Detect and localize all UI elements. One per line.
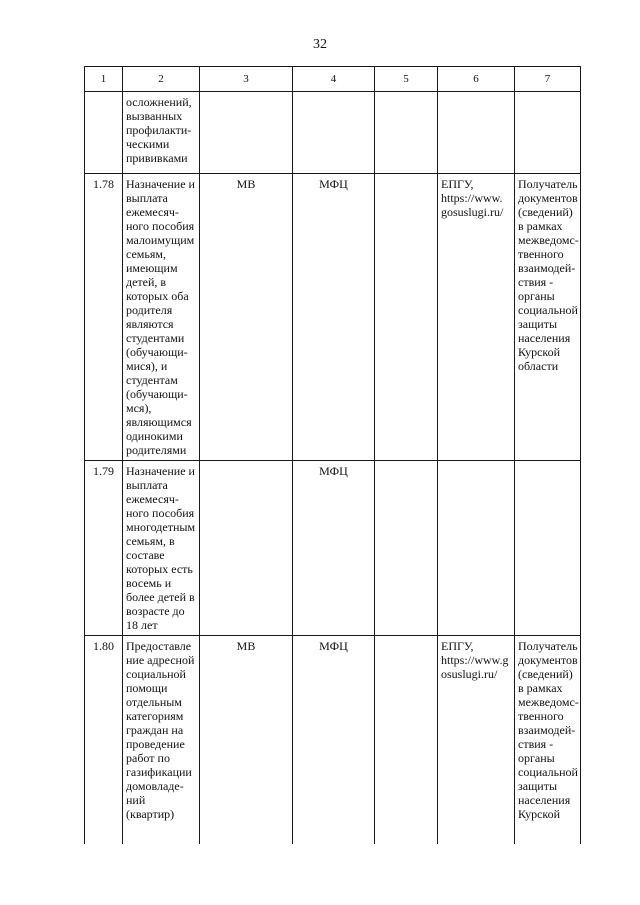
service-name-cell: Предоставле ние адресной социальной помощи отдельным категориям граждан на проведение работ по газификации домовладе- ний (квартир)	[123, 636, 200, 844]
row-number-cell: 1.80	[85, 636, 123, 844]
column-header: 5	[375, 67, 438, 92]
table-row	[85, 174, 581, 461]
page-number: 32	[313, 37, 327, 52]
service-name-cell: осложнений, вызванных профилакти- ческими прививками	[123, 92, 200, 174]
col5-cell	[375, 461, 438, 636]
row-number-cell: 1.78	[85, 174, 123, 461]
col3-cell	[200, 461, 293, 636]
services-table	[84, 66, 581, 844]
service-name-cell: Назначение и выплата ежемесяч- ного пособия многодетным семьям, в составе которых есть восемь и более детей в возрасте до 18 лет	[123, 461, 200, 636]
col7-cell	[515, 461, 581, 636]
column-header: 4	[293, 67, 375, 92]
col7-cell: Получатель документов (сведений) в рамках межведомс- твенного взаимодей- ствия - органы социальной защиты населения Курской области	[515, 174, 581, 461]
column-header: 2	[123, 67, 200, 92]
col3-cell	[200, 92, 293, 174]
col6-cell: ЕПГУ, https://www. gosuslugi.ru/	[438, 174, 515, 461]
col4-cell: МФЦ	[293, 174, 375, 461]
col4-cell	[293, 92, 375, 174]
col3-cell: МВ	[200, 636, 293, 844]
table-row	[85, 92, 581, 174]
table-header-row	[85, 67, 581, 92]
col3-cell: МВ	[200, 174, 293, 461]
column-header: 7	[515, 67, 581, 92]
col4-cell: МФЦ	[293, 461, 375, 636]
col6-cell: ЕПГУ, https://www.g osuslugi.ru/	[438, 636, 515, 844]
col5-cell	[375, 174, 438, 461]
row-number-cell	[85, 92, 123, 174]
table-row	[85, 461, 581, 636]
col7-cell	[515, 92, 581, 174]
col4-cell: МФЦ	[293, 636, 375, 844]
col5-cell	[375, 92, 438, 174]
column-header: 1	[85, 67, 123, 92]
col7-cell: Получатель документов (сведений) в рамках межведомс- твенного взаимодей- ствия - органы социальной защиты населения Курской	[515, 636, 581, 844]
column-header: 6	[438, 67, 515, 92]
col5-cell	[375, 636, 438, 844]
col6-cell	[438, 461, 515, 636]
service-name-cell: Назначение и выплата ежемесяч- ного пособия малоимущим семьям, имеющим детей, в которых оба родителя являются студентами (обучающи- мися), и студентам (обучающи- мся), являющимся одинокими родителями	[123, 174, 200, 461]
column-header: 3	[200, 67, 293, 92]
table-row	[85, 636, 581, 844]
col6-cell	[438, 92, 515, 174]
row-number-cell: 1.79	[85, 461, 123, 636]
